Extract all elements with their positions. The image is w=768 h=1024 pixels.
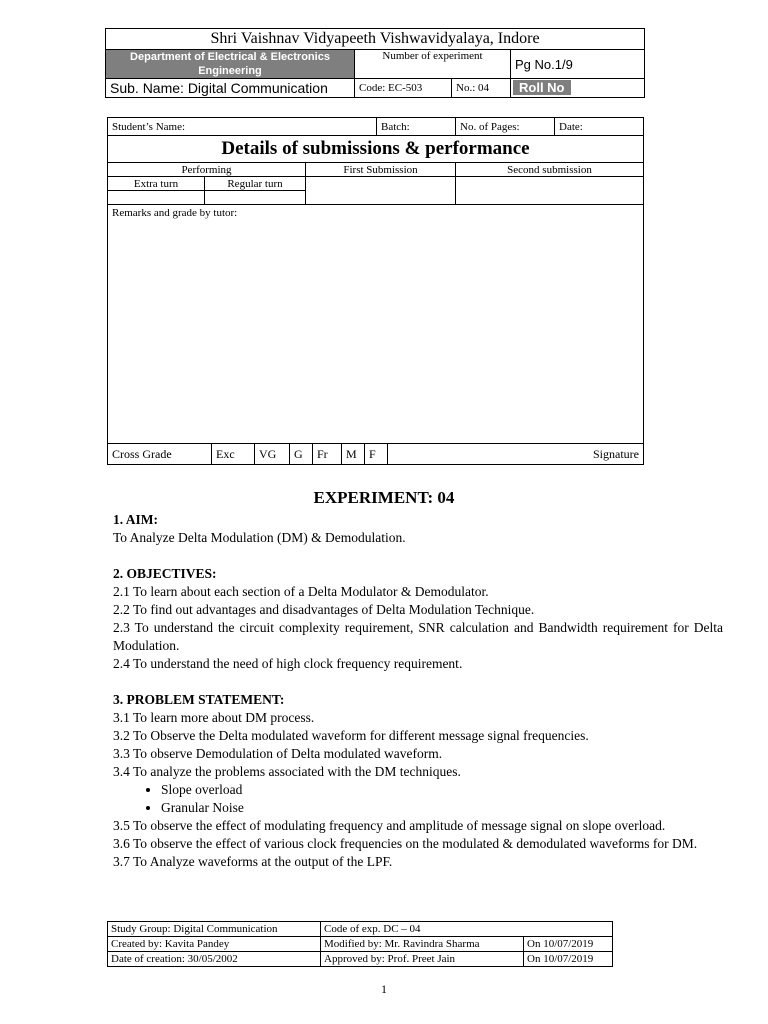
objective-item: 2.3 To understand the circuit complexity requirement, SNR calculation and Bandwidth requirement for Delta Modulation.: [113, 620, 723, 653]
page-number-label: Pg No.1/9: [511, 50, 645, 79]
remarks-label: Remarks and grade by tutor:: [108, 205, 644, 444]
footer-table: [107, 921, 613, 967]
number-of-experiment-label: Number of experiment: [355, 50, 511, 79]
signature-label: Signature: [593, 446, 639, 461]
approved-on: On 10/07/2019: [524, 952, 613, 967]
grade-g: G: [290, 444, 313, 464]
department-name: Department of Electrical & Electronics Engineering: [106, 50, 355, 79]
aim-text: To Analyze Delta Modulation (DM) & Demodulation.: [113, 530, 406, 545]
regular-turn-label: Regular turn: [205, 177, 306, 191]
page-number: 1: [381, 982, 387, 996]
pages-label: No. of Pages:: [456, 118, 555, 136]
details-title: Details of submissions & performance: [108, 136, 644, 163]
submission-table: [107, 117, 644, 465]
grade-table: [108, 444, 643, 464]
objective-item: 2.4 To understand the need of high clock frequency requirement.: [113, 656, 463, 671]
experiment-title: EXPERIMENT: 04: [313, 488, 455, 507]
second-submission-cell: [456, 177, 644, 205]
first-submission-cell: [306, 177, 456, 205]
regular-turn-cell: [205, 191, 306, 205]
grade-m: M: [342, 444, 365, 464]
extra-turn-label: Extra turn: [108, 177, 205, 191]
experiment-content: [113, 511, 723, 871]
bullet-item: • Granular Noise: [161, 799, 723, 817]
problem-item: 3.6 To observe the effect of various clock frequencies on the modulated & demodulated waveforms for DM.: [113, 836, 698, 851]
approved-by: Approved by: Prof. Preet Jain: [321, 952, 524, 967]
roll-no-cell: [511, 79, 645, 98]
problem-item: 3.2 To Observe the Delta modulated waveform for different message signal frequencies.: [113, 728, 589, 743]
modified-on: On 10/07/2019: [524, 937, 613, 952]
problem-item: 3.3 To observe Demodulation of Delta modulated waveform.: [113, 746, 443, 761]
date-of-creation: Date of creation: 30/05/2002: [108, 952, 321, 967]
problem-heading: 3. PROBLEM STATEMENT:: [113, 692, 285, 707]
first-submission-label: First Submission: [306, 163, 456, 177]
created-by: Created by: Kavita Pandey: [108, 937, 321, 952]
subject-code: Code: EC-503: [355, 79, 452, 98]
grade-vg: VG: [255, 444, 290, 464]
bullet-item: • Slope overload: [161, 781, 723, 799]
objectives-heading: 2. OBJECTIVES:: [113, 566, 217, 581]
problem-bullets: [113, 781, 723, 817]
date-label: Date:: [555, 118, 644, 136]
performing-label: Performing: [108, 163, 306, 177]
roll-no-label: Roll No: [513, 80, 571, 95]
code-of-exp: Code of exp. DC – 04: [321, 922, 613, 937]
grade-exc: Exc: [212, 444, 255, 464]
student-name-label: Student’s Name:: [108, 118, 377, 136]
second-submission-label: Second submission: [456, 163, 644, 177]
subject-name: Sub. Name: Digital Communication: [106, 79, 355, 98]
problem-item: 3.7 To Analyze waveforms at the output of the LPF.: [113, 854, 393, 869]
header-table: [105, 28, 645, 98]
grade-row: [108, 444, 644, 465]
extra-turn-cell: [108, 191, 205, 205]
experiment-no: No.: 04: [452, 79, 511, 98]
university-name: Shri Vaishnav Vidyapeeth Vishwavidyalaya, Indore: [106, 29, 645, 50]
objective-item: 2.2 To find out advantages and disadvantages of Delta Modulation Technique.: [113, 602, 535, 617]
batch-label: Batch:: [377, 118, 456, 136]
problem-item: 3.5 To observe the effect of modulating frequency and amplitude of message signal on slope overload.: [113, 818, 666, 833]
problem-item: 3.1 To learn more about DM process.: [113, 710, 315, 725]
grade-fr: Fr: [313, 444, 342, 464]
modified-by: Modified by: Mr. Ravindra Sharma: [321, 937, 524, 952]
study-group: Study Group: Digital Communication: [108, 922, 321, 937]
cross-grade-label: Cross Grade: [108, 444, 212, 464]
grade-f: F: [365, 444, 388, 464]
problem-item: 3.4 To analyze the problems associated with the DM techniques.: [113, 764, 461, 779]
objective-item: 2.1 To learn about each section of a Delta Modulator & Demodulator.: [113, 584, 489, 599]
aim-heading: 1. AIM:: [113, 512, 158, 527]
